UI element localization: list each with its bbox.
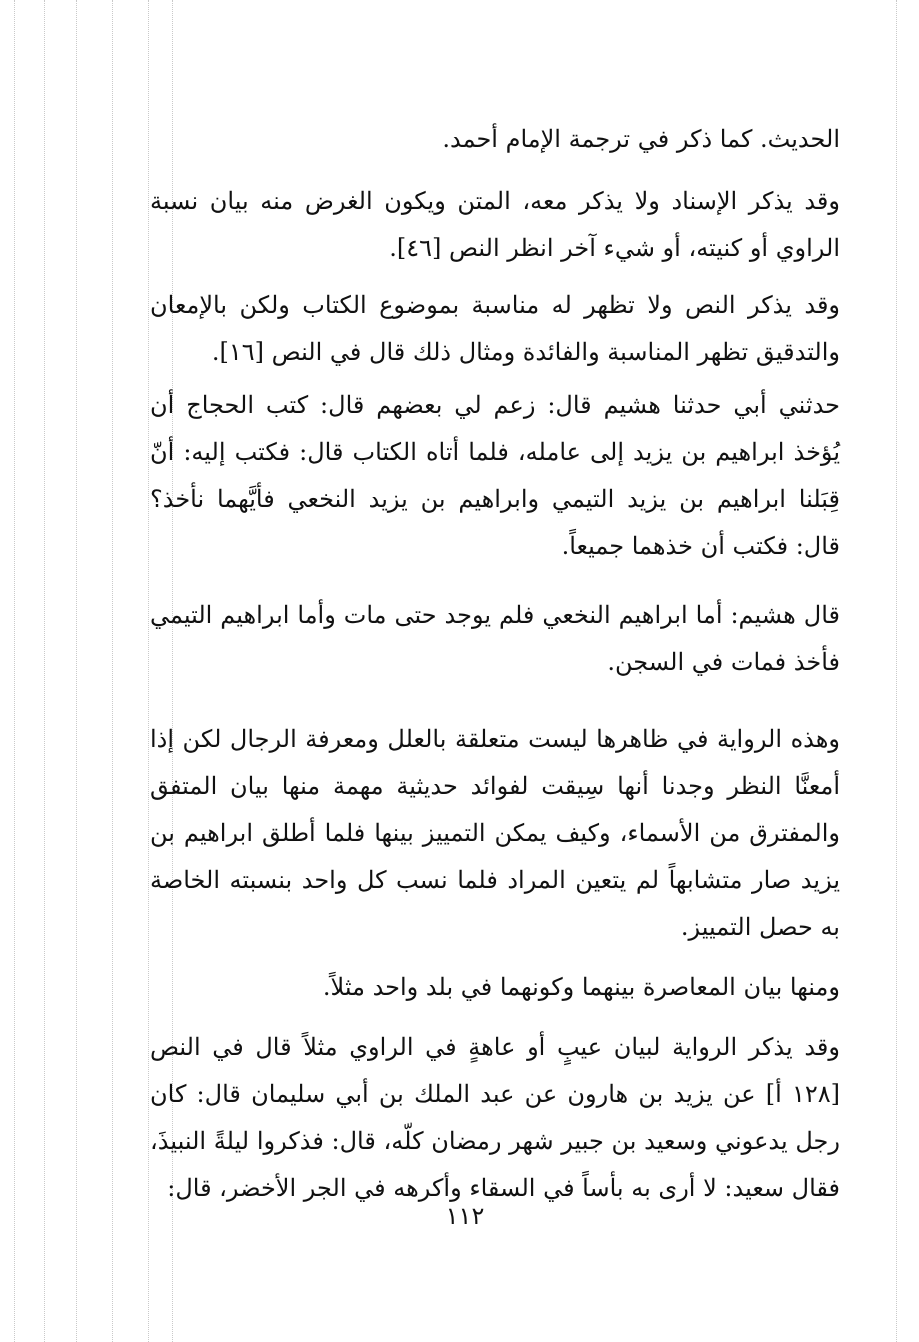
left-margin-guide xyxy=(76,0,77,1342)
paragraph: وقد يذكر الرواية لبيان عيبٍ أو عاهةٍ في الراوي مثلاً قال في النص [١٢٨ أ] عن يزيد بن هارون عن عبد الملك بن أبي سليمان قال: كان رجل يدعوني وسعيد بن جبير شهر رمضان كلّه، قال: فذكروا ليلةً النبيذَ، فقال سعيد: لا أرى به بأساً في السقاء وأكرهه في الجر الأخضر، قال: xyxy=(150,1033,841,1202)
paragraph: وهذه الرواية في ظاهرها ليست متعلقة بالعلل ومعرفة الرجال لكن إذا أمعنَّا النظر وجدنا أنها سِيقت لفوائد حديثية مهمة منها بيان المتفق والمفترق من الأسماء، وكيف يمكن التمييز بينها فلما أطلق ابراهيم بن يزيد صار متشابهاً لم يتعين المراد فلما نسب كل واحد بنسبته الخاصة به حصل التمييز. xyxy=(150,725,840,941)
left-margin-guide xyxy=(44,0,45,1342)
paragraph: ومنها بيان المعاصرة بينهما وكونهما في بلد واحد مثلاً. xyxy=(322,973,840,1001)
page-number: ١١٢ xyxy=(445,1202,485,1230)
right-margin-guide xyxy=(896,0,897,1342)
paragraph: الحديث. كما ذكر في ترجمة الإمام أحمد. xyxy=(442,125,840,153)
paragraph: وقد يذكر الإسناد ولا يذكر معه، المتن ويكون الغرض منه بيان نسبة الراوي أو كنيته، أو شيء آخر انظر النص [٤٦]. xyxy=(150,187,840,262)
left-margin-guide xyxy=(148,0,149,1342)
paragraph: وقد يذكر النص ولا تظهر له مناسبة بموضوع الكتاب ولكن بالإمعان والتدقيق تظهر المناسبة والفائدة ومثال ذلك قال في النص [١٦]. xyxy=(150,291,840,366)
left-margin-guide xyxy=(112,0,113,1342)
left-margin-guide xyxy=(14,0,15,1342)
quoted-narration: قال هشيم: أما ابراهيم النخعي فلم يوجد حتى مات وأما ابراهيم التيمي فأخذ فمات في السجن. xyxy=(150,601,840,676)
quoted-narration: حدثني أبي حدثنا هشيم قال: زعم لي بعضهم قال: كتب الحجاج أن يُؤخذ ابراهيم بن يزيد إلى عامله، فلما أتاه الكتاب قال: فكتب إليه: أنّ قِبَلنا ابراهيم بن يزيد التيمي وابراهيم بن يزيد النخعي فأيَّهما نأخذ؟ قال: فكتب أن خذهما جميعاً. xyxy=(150,391,841,560)
